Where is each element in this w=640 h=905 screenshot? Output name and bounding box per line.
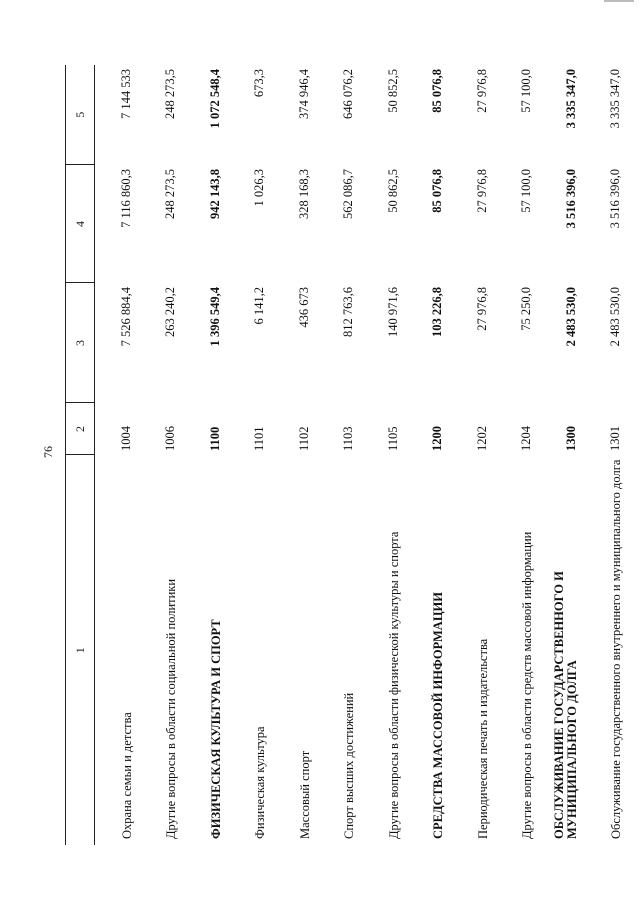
row-value-col5: 7 144 533 xyxy=(118,69,133,119)
row-code-cell: 1204 xyxy=(519,426,533,451)
row-name-cell: Массовый спорт xyxy=(297,750,312,839)
row-value-col3: 75 250,0 xyxy=(519,287,533,331)
table-row xyxy=(184,65,229,845)
table-row xyxy=(95,65,140,845)
row-code-cell: 1004 xyxy=(118,426,133,451)
row-value-col3: 2 483 530,0 xyxy=(608,287,622,347)
table-row xyxy=(540,65,585,845)
row-name-cell: Другие вопросы в области физической культуры и спорта xyxy=(386,531,401,839)
row-value-col4: 85 076,8 xyxy=(430,169,444,213)
row-value-col3: 140 971,6 xyxy=(385,287,400,337)
row-value-col3: 436 673 xyxy=(296,287,311,328)
row-value-col3: 27 976,8 xyxy=(474,287,489,331)
table-row xyxy=(496,65,541,845)
row-name-cell: Обслуживание государственного внутреннего и муниципального долга xyxy=(609,459,623,839)
row-code-cell: 1200 xyxy=(430,426,444,451)
table-row xyxy=(451,65,496,845)
row-value-col5: 248 273,5 xyxy=(163,69,177,119)
row-name-cell: Периодическая печать и издательства xyxy=(475,638,490,839)
row-value-col4: 328 168,3 xyxy=(296,169,311,219)
row-name-cell: Другие вопросы в области средств массовой информации xyxy=(520,531,534,839)
row-value-col5: 50 852,5 xyxy=(385,69,400,113)
row-name-cell: ФИЗИЧЕСКАЯ КУЛЬТУРА И СПОРТ xyxy=(208,619,223,839)
row-value-col4: 248 273,5 xyxy=(163,169,177,219)
header-col-2: 2 xyxy=(66,403,95,455)
row-code-cell: 1103 xyxy=(341,426,355,451)
row-code-cell: 1301 xyxy=(608,426,622,451)
row-code-cell: 1105 xyxy=(385,426,400,451)
row-code-cell: 1202 xyxy=(474,426,489,451)
table-row xyxy=(585,65,630,845)
row-name-cell: Другие вопросы в области социальной политики xyxy=(164,578,178,839)
row-value-col4: 1 026,3 xyxy=(252,169,266,207)
row-value-col5: 646 076,2 xyxy=(341,69,355,119)
row-value-col4: 3 516 396,0 xyxy=(608,169,622,229)
row-value-col3: 263 240,2 xyxy=(163,287,177,337)
page-number: 76 xyxy=(41,446,55,458)
table-row xyxy=(362,65,407,845)
header-col-4: 4 xyxy=(66,165,95,283)
row-value-col5: 1 072 548,4 xyxy=(207,69,222,129)
row-value-col3: 812 763,6 xyxy=(341,287,355,337)
header-col-1: 1 xyxy=(66,455,95,845)
row-value-col4: 50 862,5 xyxy=(385,169,400,213)
row-code-cell: 1100 xyxy=(207,426,222,451)
row-value-col5: 27 976,8 xyxy=(474,69,489,113)
row-value-col5: 57 100,0 xyxy=(519,69,533,113)
scan-edge-mark xyxy=(604,0,634,2)
table-row xyxy=(407,65,452,845)
header-row xyxy=(66,65,95,845)
row-value-col3: 6 141,2 xyxy=(252,287,266,325)
row-value-col4: 27 976,8 xyxy=(474,169,489,213)
row-value-col4: 562 086,7 xyxy=(341,169,355,219)
row-name-cell: Физическая культура xyxy=(253,726,267,839)
row-value-col3: 1 396 549,4 xyxy=(207,287,222,347)
row-code-cell: 1101 xyxy=(252,426,266,451)
row-code-cell: 1006 xyxy=(163,426,177,451)
row-code-cell: 1102 xyxy=(296,426,311,451)
row-name-cell: Спорт высших достижений xyxy=(342,692,356,839)
row-value-col5: 3 335 347,0 xyxy=(608,69,622,129)
budget-table xyxy=(65,65,629,845)
row-name-cell: СРЕДСТВА МАССОВОЙ ИНФОРМАЦИИ xyxy=(431,591,445,839)
row-value-col3: 7 526 884,4 xyxy=(118,287,133,347)
table-row xyxy=(273,65,318,845)
header-col-5: 5 xyxy=(66,65,95,165)
row-name-cell: Охрана семьи и детства xyxy=(119,712,134,839)
header-col-3: 3 xyxy=(66,283,95,403)
table-row xyxy=(229,65,274,845)
row-code-cell: 1300 xyxy=(563,426,578,451)
row-value-col3: 2 483 530,0 xyxy=(563,287,578,347)
table-row xyxy=(318,65,363,845)
row-value-col3: 103 226,8 xyxy=(430,287,444,337)
row-value-col5: 374 946,4 xyxy=(296,69,311,119)
row-value-col5: 673,3 xyxy=(252,69,266,98)
row-value-col4: 942 143,8 xyxy=(207,169,222,219)
row-value-col4: 57 100,0 xyxy=(519,169,533,213)
row-value-col4: 3 516 396,0 xyxy=(563,169,578,229)
row-value-col5: 3 335 347,0 xyxy=(563,69,578,129)
row-value-col4: 7 116 860,3 xyxy=(118,169,133,228)
row-name-cell: ОБСЛУЖИВАНИЕ ГОСУДАРСТВЕННОГО И МУНИЦИПАЛЬНОГО ДОЛГА xyxy=(551,571,579,839)
row-value-col5: 85 076,8 xyxy=(430,69,444,113)
table-row xyxy=(140,65,185,845)
rotated-table-container xyxy=(65,65,623,845)
